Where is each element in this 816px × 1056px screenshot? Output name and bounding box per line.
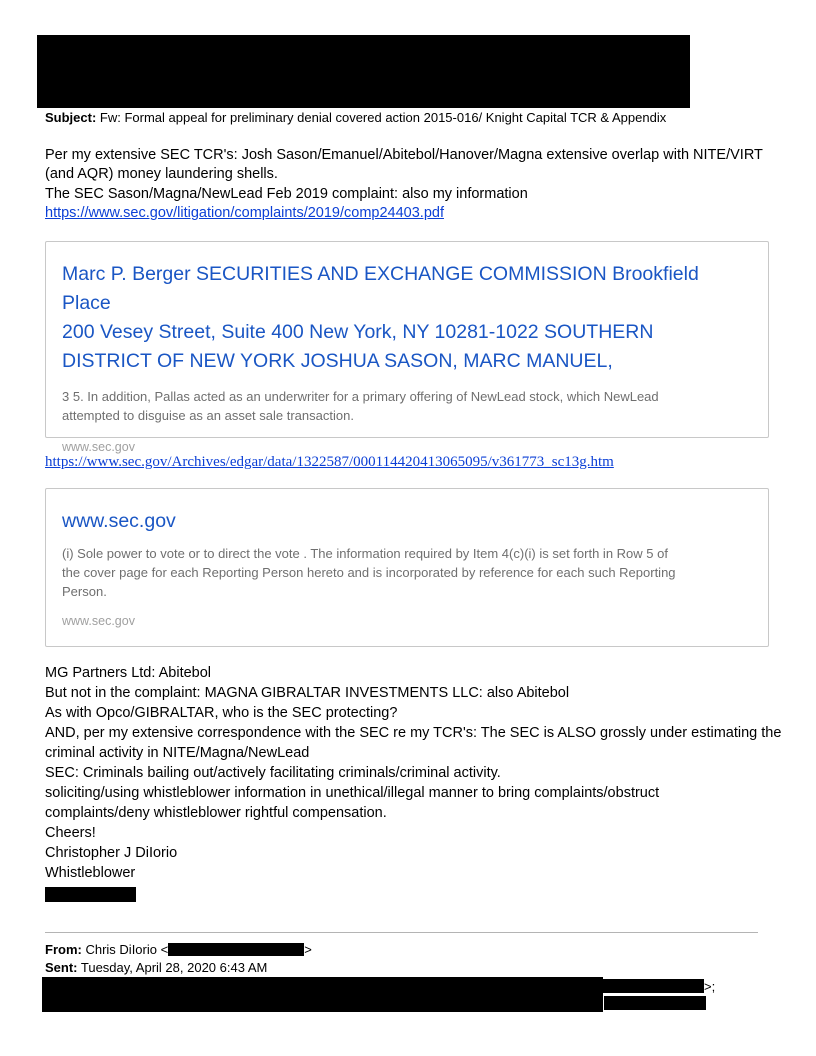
intro-line-3: The SEC Sason/Magna/NewLead Feb 2019 complaint: also my information — [45, 186, 528, 202]
redaction-signature — [45, 887, 136, 902]
redaction-to-block — [42, 977, 603, 1012]
redaction-from-email — [168, 943, 304, 956]
card-title-line-2: 200 Vesey Street, Suite 400 New York, NY 10281-1022 SOUTHERN — [62, 321, 654, 343]
from-name: Chris DiIorio < — [85, 942, 169, 957]
from-label: From: — [45, 942, 82, 957]
intro-line-2: (and AQR) money laundering shells. — [45, 166, 278, 182]
link-preview-card-complaint[interactable] — [45, 241, 769, 454]
complaint-pdf-link[interactable]: https://www.sec.gov/litigation/complaints/2019/comp24403.pdf — [45, 205, 444, 221]
intro-link-wrap — [45, 204, 444, 223]
from-close: > — [304, 942, 312, 957]
body-line-2: But not in the complaint: MAGNA GIBRALTAR INVESTMENTS LLC: also Abitebol — [45, 685, 570, 701]
body-line-9: Cheers! — [45, 825, 96, 841]
card2-description-line-3: Person. — [62, 584, 107, 599]
card-source: www.sec.gov — [62, 440, 135, 454]
signature-name: Christopher J DiIorio — [45, 845, 178, 861]
email-separator — [45, 932, 758, 933]
subject-line — [45, 109, 666, 126]
sent-line — [45, 959, 267, 976]
edgar-link-wrap — [45, 453, 614, 472]
body-line-8: complaints/deny whistleblower rightful compensation. — [45, 805, 387, 821]
intro-line-1: Per my extensive SEC TCR's: Josh Sason/Emanuel/Abitebol/Hanover/Magna extensive overlap with NITE/VIRT — [45, 147, 763, 163]
redaction-to-email-1 — [603, 979, 704, 993]
card-description-line-1: 3 5. In addition, Pallas acted as an underwriter for a primary offering of NewLead stock, which NewLead — [62, 389, 659, 404]
body-line-7: soliciting/using whistleblower information in unethical/illegal manner to bring complaints/obstruct — [45, 785, 660, 801]
redaction-top — [37, 35, 690, 108]
card2-description-line-1: (i) Sole power to vote or to direct the vote . The information required by Item 4(c)(i) is set forth in Row 5 of — [62, 546, 668, 561]
from-line — [45, 941, 312, 958]
card2-description-line-2: the cover page for each Reporting Person hereto and is incorporated by reference for each such Reporting — [62, 565, 676, 580]
body-line-3: As with Opco/GIBRALTAR, who is the SEC protecting? — [45, 705, 398, 721]
body-line-5: criminal activity in NITE/Magna/NewLead — [45, 745, 310, 761]
body-line-6: SEC: Criminals bailing out/actively facilitating criminals/criminal activity. — [45, 765, 501, 781]
card-description-line-2: attempted to disguise as an asset sale transaction. — [62, 408, 354, 423]
card2-source: www.sec.gov — [62, 614, 135, 628]
sent-value: Tuesday, April 28, 2020 6:43 AM — [80, 960, 268, 975]
redaction-to-email-2 — [604, 996, 706, 1010]
sent-label: Sent: — [45, 960, 78, 975]
body-line-4: AND, per my extensive correspondence with the SEC re my TCR's: The SEC is ALSO grossly under estimating the — [45, 725, 782, 741]
link-preview-card-edgar[interactable] — [45, 488, 769, 647]
subject-label: Subject: — [45, 110, 97, 125]
edgar-filing-link[interactable]: https://www.sec.gov/Archives/edgar/data/1322587/000114420413065095/v361773_sc13g.htm — [45, 454, 614, 470]
signature-title: Whistleblower — [45, 865, 136, 881]
subject-text: Fw: Formal appeal for preliminary denial covered action 2015-016/ Knight Capital TCR & Appendix — [99, 110, 667, 125]
card-title-line-1: Marc P. Berger SECURITIES AND EXCHANGE COMMISSION Brookfield Place — [62, 263, 699, 314]
card-title-line-3: DISTRICT OF NEW YORK JOSHUA SASON, MARC MANUEL, — [62, 350, 613, 372]
to-line-tail: >; — [704, 979, 716, 994]
card2-title: www.sec.gov — [62, 510, 176, 532]
body-line-1: MG Partners Ltd: Abitebol — [45, 665, 212, 681]
